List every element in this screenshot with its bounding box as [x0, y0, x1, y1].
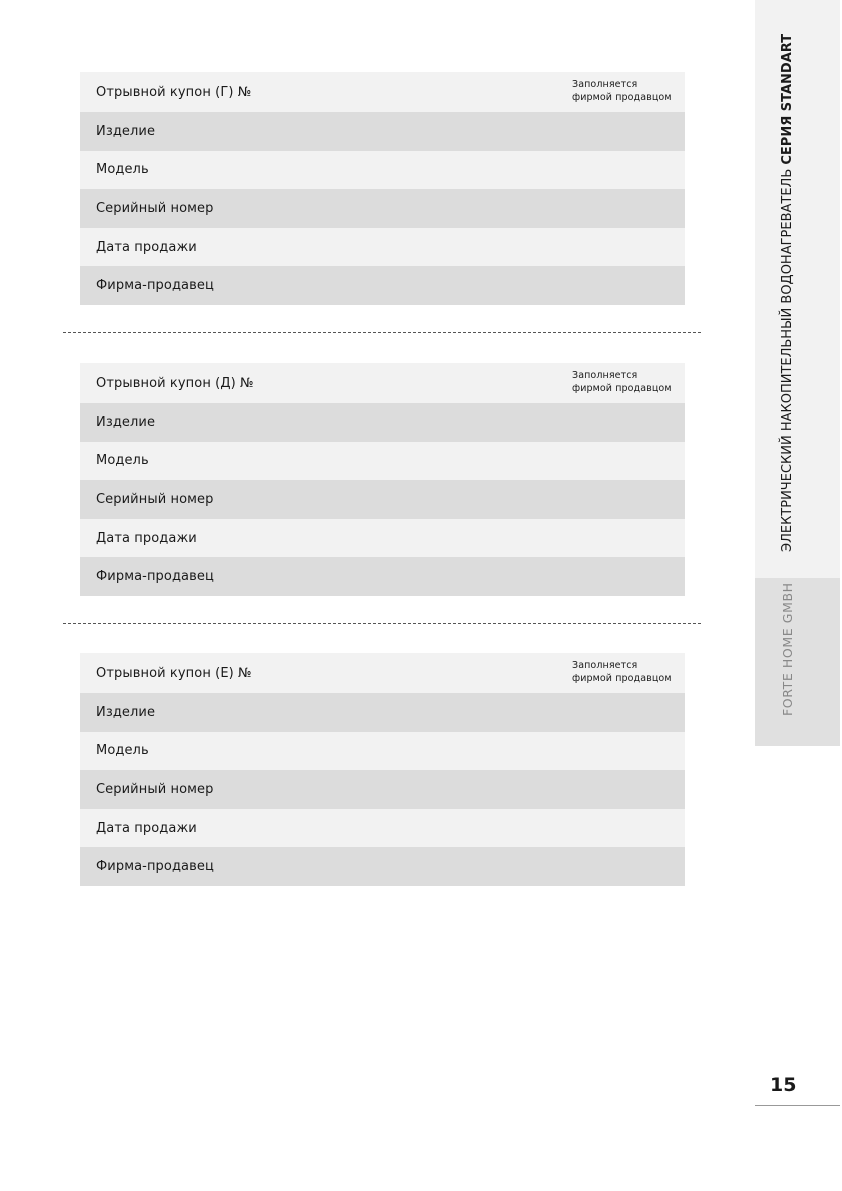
coupon-title: Отрывной купон (Г) № [96, 84, 252, 100]
field-product[interactable]: Изделие [80, 112, 685, 151]
coupon-header [80, 653, 685, 693]
field-model[interactable]: Модель [80, 442, 685, 481]
coupon-header [80, 363, 685, 403]
page-number: 15 [770, 1074, 797, 1096]
coupon-d [80, 363, 685, 596]
coupon-title: Отрывной купон (Д) № [96, 375, 254, 391]
sidebar-title-panel [755, 0, 840, 578]
field-model[interactable]: Модель [80, 732, 685, 771]
coupon-title: Отрывной купон (Е) № [96, 665, 252, 681]
seller-note: Заполняется фирмой продавцом [572, 79, 672, 103]
page-number-rule [755, 1105, 840, 1106]
field-serial-number[interactable]: Серийный номер [80, 189, 685, 228]
coupon-g [80, 72, 685, 305]
sidebar-company-panel [755, 578, 840, 746]
cut-line [63, 623, 701, 624]
field-model[interactable]: Модель [80, 151, 685, 190]
field-sale-date[interactable]: Дата продажи [80, 228, 685, 267]
cut-line [63, 332, 701, 333]
field-product[interactable]: Изделие [80, 693, 685, 732]
field-seller[interactable]: Фирма-продавец [80, 847, 685, 886]
field-seller[interactable]: Фирма-продавец [80, 266, 685, 305]
field-serial-number[interactable]: Серийный номер [80, 480, 685, 519]
sidebar [755, 0, 840, 746]
field-seller[interactable]: Фирма-продавец [80, 557, 685, 596]
series-name: СЕРИЯ STANDART [780, 33, 795, 165]
product-title: ЭЛЕКТРИЧЕСКИЙ НАКОПИТЕЛЬНЫЙ ВОДОНАГРЕВАТЕЛЬ СЕРИЯ STANDART [780, 33, 795, 552]
field-product[interactable]: Изделие [80, 403, 685, 442]
field-sale-date[interactable]: Дата продажи [80, 809, 685, 848]
coupon-header [80, 72, 685, 112]
seller-note: Заполняется фирмой продавцом [572, 660, 672, 684]
company-name: FORTE HOME GMBH [780, 582, 795, 716]
field-sale-date[interactable]: Дата продажи [80, 519, 685, 558]
field-serial-number[interactable]: Серийный номер [80, 770, 685, 809]
coupon-e [80, 653, 685, 886]
seller-note: Заполняется фирмой продавцом [572, 370, 672, 394]
